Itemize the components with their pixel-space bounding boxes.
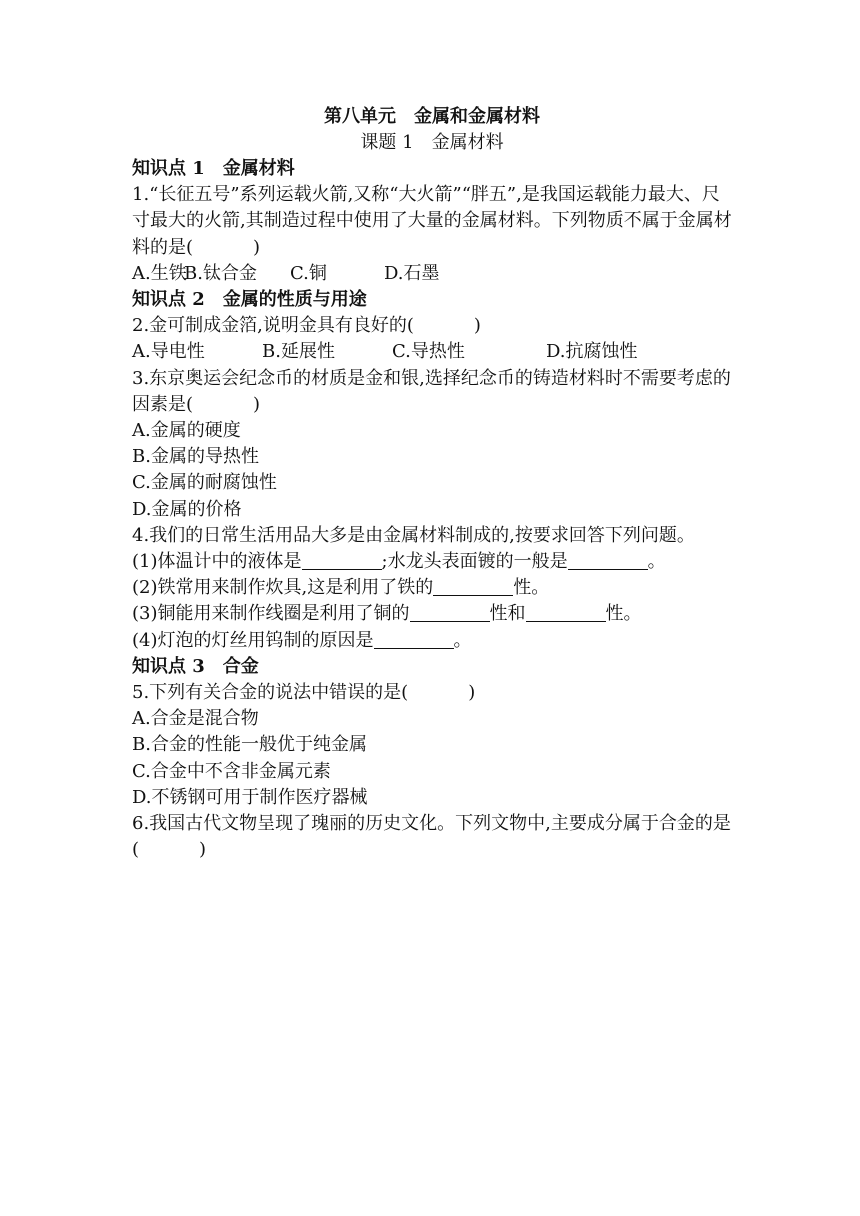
part-text: 性。 (605, 603, 642, 625)
question-2 (132, 313, 732, 339)
option-d: D.金属的价格 (132, 498, 242, 520)
option-b: B.合金的性能一般优于纯金属 (132, 734, 367, 756)
question-5 (132, 680, 732, 706)
part-text: 。 (647, 551, 666, 573)
question-2-options (132, 339, 732, 365)
question-4-part-3 (132, 601, 732, 627)
option-d: D.抗腐蚀性 (546, 341, 638, 363)
option-b: B.金属的导热性 (132, 446, 259, 468)
question-3 (132, 366, 732, 418)
answer-blank[interactable] (374, 630, 454, 649)
answer-blank[interactable] (410, 603, 490, 622)
part-text: (3)铜能用来制作线圈是利用了铜的 (132, 603, 410, 625)
option-c: C.合金中不含非金属元素 (132, 760, 331, 782)
option-b: B.延展性 (262, 341, 335, 363)
lesson-title: 课题 1 金属材料 (360, 132, 504, 153)
option-b: B.钛合金 (184, 262, 257, 284)
question-6 (132, 811, 732, 863)
question-4-stem: 4.我们的日常生活用品大多是由金属材料制成的,按要求回答下列问题。 (132, 524, 695, 546)
question-5-stem: 5.下列有关合金的说法中错误的是( (132, 682, 409, 704)
close-paren: ) (468, 682, 476, 704)
part-text: (4)灯泡的灯丝用钨制的原因是 (132, 629, 374, 651)
close-paren: ) (253, 393, 261, 415)
part-text: 。 (453, 629, 472, 651)
question-1 (132, 182, 732, 261)
option-d: D.不锈钢可用于制作医疗器械 (132, 786, 368, 808)
question-4-part-2 (132, 575, 732, 601)
option-c: C.导热性 (392, 341, 465, 363)
close-paren: ) (199, 839, 207, 861)
option-d: D.石墨 (384, 262, 440, 284)
option-c: C.铜 (290, 262, 327, 284)
part-text: 性。 (513, 577, 550, 599)
unit-title: 第八单元 金属和金属材料 (324, 106, 540, 127)
close-paren: ) (253, 236, 261, 258)
answer-blank[interactable] (302, 551, 382, 570)
question-4-part-4 (132, 628, 732, 654)
question-2-stem: 2.金可制成金箔,说明金具有良好的( (132, 315, 414, 337)
option-c: C.金属的耐腐蚀性 (132, 472, 277, 494)
section-heading-3: 知识点 3 合金 (132, 655, 259, 677)
answer-blank[interactable] (568, 551, 648, 570)
question-4-part-1 (132, 549, 732, 575)
option-a: A.生铁 (132, 262, 187, 284)
question-1-options (132, 261, 732, 287)
option-a: A.导电性 (132, 341, 205, 363)
question-3-stem: 3.东京奥运会纪念币的材质是金和银,选择纪念币的铸造材料时不需要考虑的因素是( (132, 367, 731, 415)
part-text: (2)铁常用来制作炊具,这是利用了铁的 (132, 577, 434, 599)
part-text: (1)体温计中的液体是 (132, 551, 302, 573)
option-a: A.合金是混合物 (132, 708, 259, 730)
part-text: ;水龙头表面镀的一般是 (381, 551, 568, 573)
question-6-stem: 6.我国古代文物呈现了瑰丽的历史文化。下列文物中,主要成分属于合金的是( (132, 813, 731, 861)
answer-blank[interactable] (433, 577, 513, 596)
answer-blank[interactable] (526, 603, 606, 622)
option-a: A.金属的硬度 (132, 420, 241, 442)
section-heading-2: 知识点 2 金属的性质与用途 (132, 289, 367, 311)
section-heading-1: 知识点 1 金属材料 (132, 158, 295, 179)
part-text: 性和 (489, 603, 526, 625)
question-1-stem: 1.“长征五号”系列运载火箭,又称“大火箭”“胖五”,是我国运载能力最大、尺寸最大的火箭,其制造过程中使用了大量的金属材料。下列物质不属于金属材料的是( (132, 184, 732, 258)
worksheet-page (132, 104, 732, 863)
close-paren: ) (473, 315, 481, 337)
